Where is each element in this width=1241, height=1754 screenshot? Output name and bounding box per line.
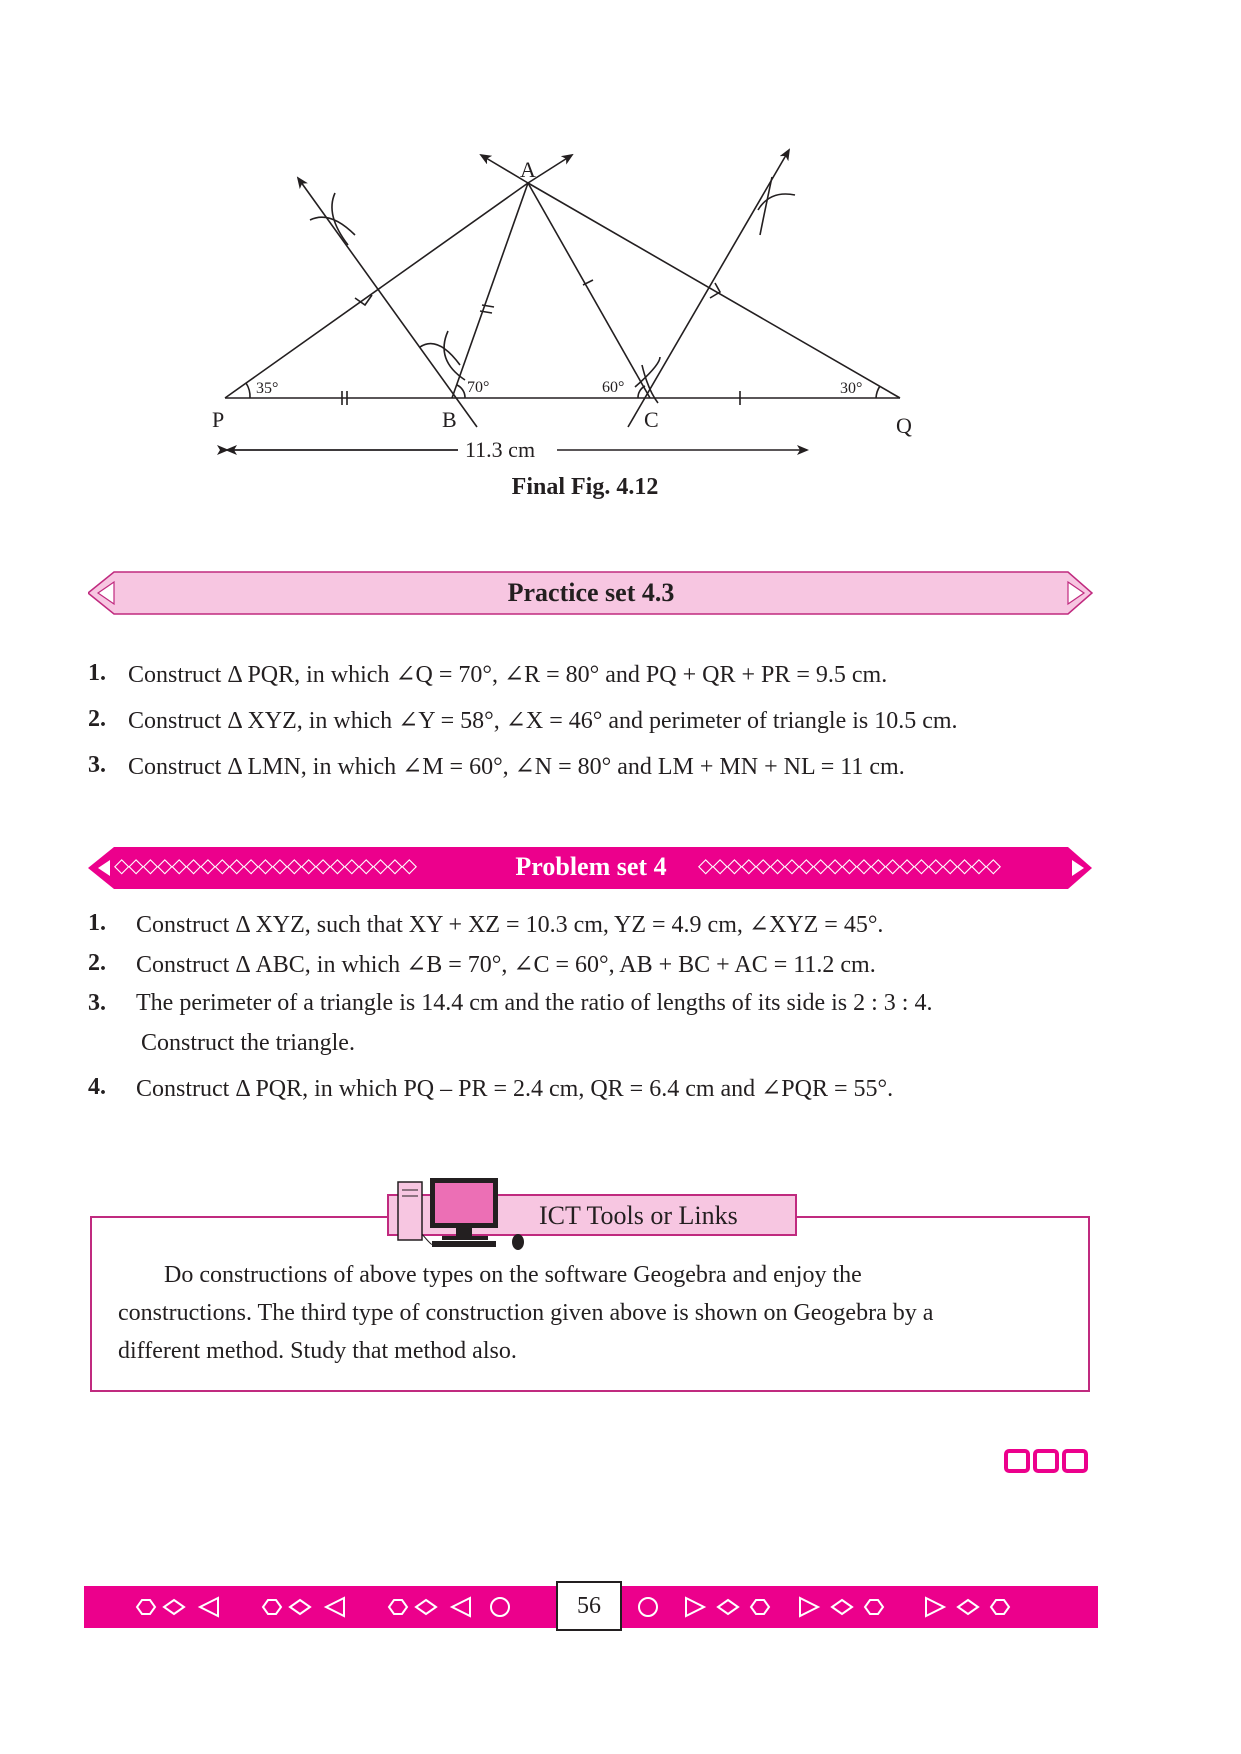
item-text: Construct Δ LMN, in which ∠M = 60°, ∠N = 80° and LM + MN + NL = 11 cm. (128, 754, 905, 780)
item-text: Construct Δ XYZ, such that XY + XZ = 10.3 cm, YZ = 4.9 cm, ∠XYZ = 45°. (136, 912, 884, 938)
item-text: Construct Δ ABC, in which ∠B = 70°, ∠C = 60°, AB + BC + AC = 11.2 cm. (136, 952, 876, 978)
diamond-ornament-left: ◇◇◇◇◇◇◇◇◇◇◇◇◇◇◇◇◇◇◇◇◇ (114, 855, 416, 877)
ict-text-line: Do constructions of above types on the software Geogebra and enjoy the (164, 1262, 862, 1288)
point-label-c: C (644, 407, 659, 432)
angle-label-c: 60° (602, 379, 625, 396)
item-text: Construct Δ PQR, in which ∠Q = 70°, ∠R = 80° and PQ + QR + PR = 9.5 cm. (128, 662, 888, 688)
page-number: 56 (556, 1581, 622, 1631)
practice-set-banner (88, 570, 1094, 616)
computer-icon (392, 1174, 532, 1250)
construction-figure (180, 135, 940, 465)
point-label-b: B (442, 407, 457, 432)
angle-label-b: 70° (467, 379, 490, 396)
item-number: 2. (88, 706, 106, 732)
point-label-q: Q (896, 413, 912, 438)
item-text: The perimeter of a triangle is 14.4 cm and the ratio of lengths of its side is 2 : 3 : 4. (136, 990, 933, 1016)
item-number: 2. (88, 950, 106, 976)
ict-text-line: different method. Study that method also. (118, 1338, 517, 1364)
item-number: 1. (88, 910, 106, 936)
angle-label-q: 30° (840, 380, 863, 397)
item-text: Construct Δ PQR, in which PQ – PR = 2.4 cm, QR = 6.4 cm and ∠PQR = 55°. (136, 1076, 894, 1102)
problem-set-title: Problem set 4 (515, 852, 667, 881)
item-text-continued: Construct the triangle. (141, 1030, 355, 1056)
item-number: 4. (88, 1074, 106, 1100)
end-marks (1004, 1448, 1090, 1474)
diamond-ornament-right: ◇◇◇◇◇◇◇◇◇◇◇◇◇◇◇◇◇◇◇◇◇ (698, 855, 1000, 877)
angle-label-p: 35° (256, 380, 279, 397)
item-number: 3. (88, 752, 106, 778)
figure-caption: Final Fig. 4.12 (511, 474, 659, 500)
point-label-a: A (520, 157, 536, 182)
practice-set-title: Practice set 4.3 (507, 578, 675, 607)
ict-text (118, 1256, 1078, 1370)
point-label-p: P (212, 407, 225, 432)
ict-title: ICT Tools or Links (539, 1201, 738, 1230)
item-number: 3. (88, 990, 106, 1016)
problem-set-banner (88, 845, 1094, 891)
ict-text-line: constructions. The third type of construction given above is shown on Geogebra by a (118, 1300, 934, 1326)
length-label: 11.3 cm (465, 437, 536, 462)
item-number: 1. (88, 660, 106, 686)
item-text: Construct Δ XYZ, in which ∠Y = 58°, ∠X = 46° and perimeter of triangle is 10.5 cm. (128, 708, 958, 734)
